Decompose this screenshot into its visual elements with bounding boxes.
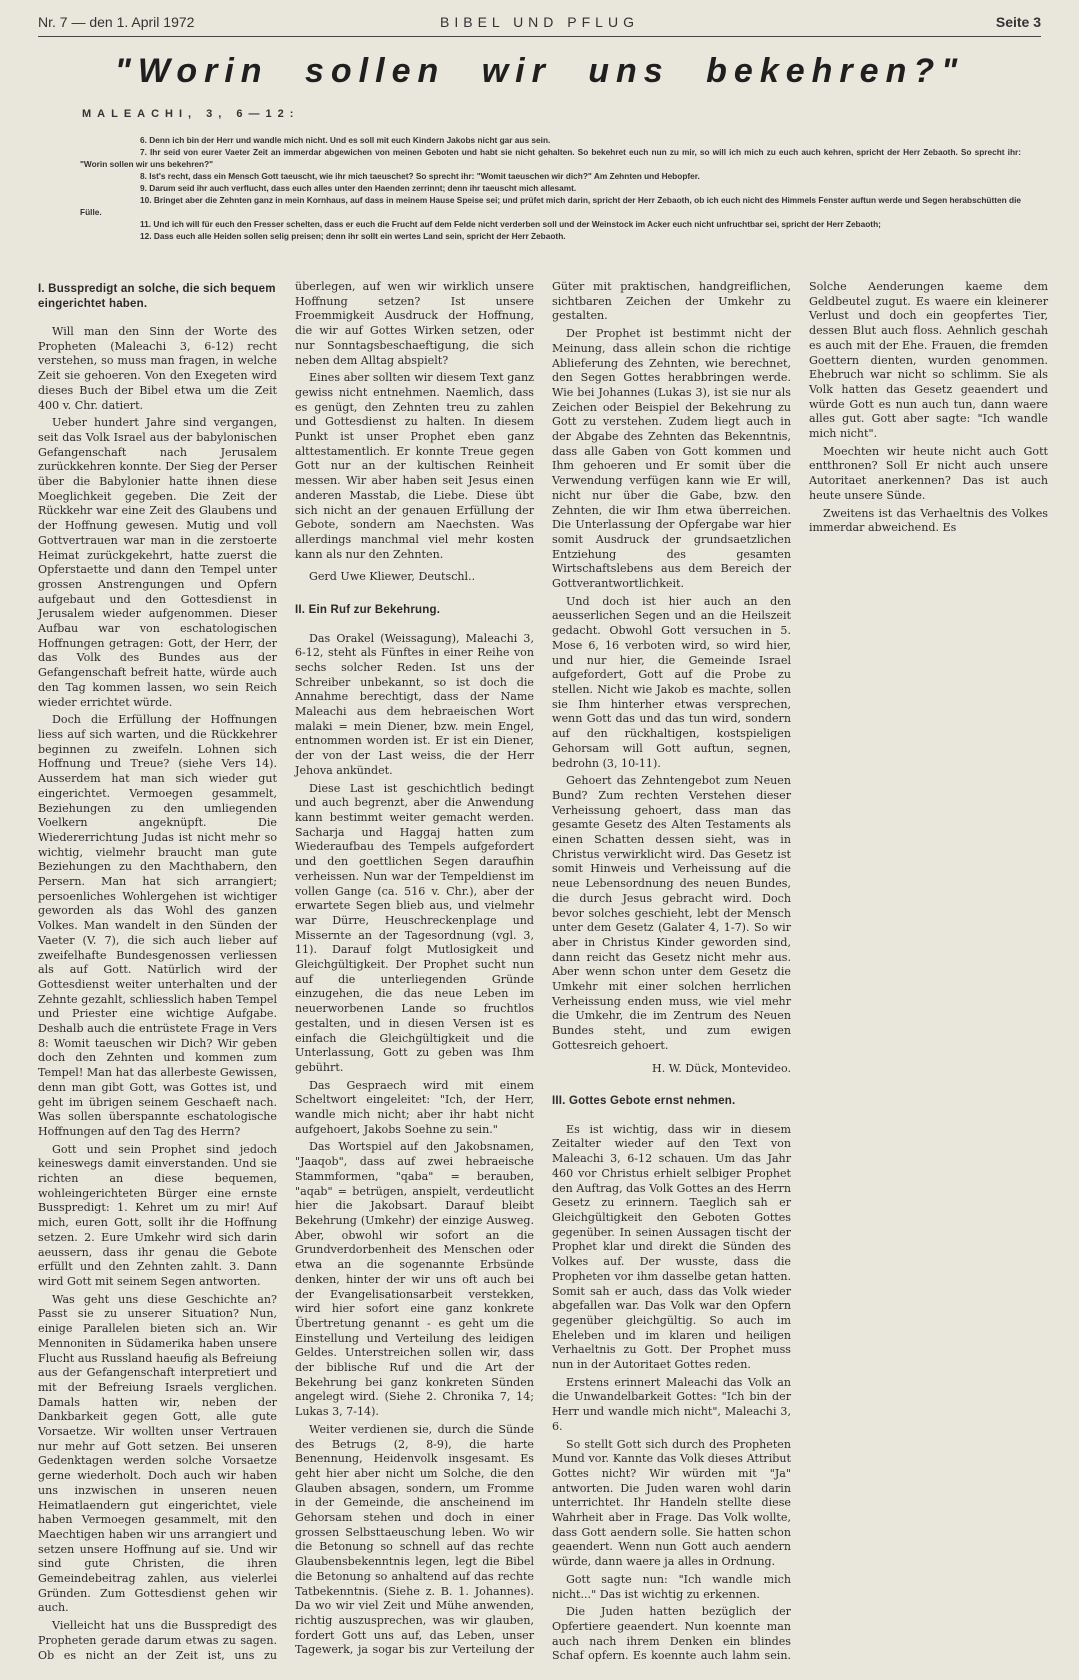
paragraph: Und doch ist hier auch an den aeusserlichen Segen und an die Heilszeit gedacht. Obwohl Gott versuchen in 5. Mose 6, 16 verboten wird, so wird hier, und nur hier, die Gemeinde Israel aufgefordert, Gott auf die Probe zu stellen. Nicht wie Jakob es machte, sollen sie Ihm hinterher etwas versprechen, wenn Gott das und das tun wird, sondern auf den rückhaltigen, kostspieligen Gehorsam will Gott auftun, segnen, bedrohn (3, 10-11). (552, 594, 791, 770)
paragraph: Vielleicht hat uns die Busspredigt des Propheten gerade darum etwas zu sagen. Ob es nicht an der Zeit ist, uns zu überlegen, auf wen wir wirklich unsere Hoffnung setzen? Ist unsere Froemmigkeit Ausdruck der Hoffnung, die wir auf Gottes Wirken setzen, oder nur Sonntagsbeschaeftigung, die sich neben dem Alltag abspielt? (38, 280, 534, 1662)
author-signature: H. W. Dück, Montevideo. (652, 1061, 791, 1075)
scripture-reference: MALEACHI, 3, 6—12: (82, 108, 300, 120)
paragraph: Weiter verdienen sie, durch die Sünde des Betrugs (2, 8-9), die harte Benennung, Heidenvolk insgesamt. Es geht hier aber nicht um Solche, die den Glauben absagen, sondern, um Fromme in der Gemeinde, die anscheinend im Gehorsam stehen und doch in einer grossen Selbsttaeuschung leben. Wo wir die Betonung so schnell auf das rechte Glaubensbekenntnis legen, legt die Bibel die Betonung so anhaltend auf das rechte Tatbekenntnis. (Siehe z. B. 1. Johannes). Da wo wir viel Zeit und Mühe anwenden, richtig auszusprechen, was wir glauben, fordert Gott uns auf, das Leben, unser Tagewerk, ja sogar bis zur Verteilung der Güter mit praktischen, handgreiflichen, sichtbaren Zeichen der Umkehr zu gestalten. (295, 280, 791, 1657)
paragraph: Moechten wir heute nicht auch Gott entthronen? Soll Er nicht auch unsere Autoritaet anerkennen? Das ist auch heute unsere Sünde. (809, 444, 1048, 502)
paragraph: Eines aber sollten wir diesem Text ganz gewiss nicht entnehmen. Naemlich, dass es genügt, den Zehnten treu zu zahlen und Gottesdienst zu halten. In diesem Punkt ist unser Prophet eben ganz alttestamentlich. Er konnte Treue gegen Gott nur an der kultischen Reinheit messen. Wir aber haben seit Jesus einen anderen Masstab, die Liebe. Diese übt sich nicht an der genauen Erfüllung der Gebote, sondern am Naechsten. Was allerdings manchmal viel mehr kosten kann als nur den Zehnten. (295, 371, 534, 561)
paragraph: Erstens erinnert Maleachi das Volk an die Unwandelbarkeit Gottes: "Ich bin der Herr und wandle mich nicht", Maleachi 3, 6. (552, 1375, 791, 1433)
paragraph: Das Gespraech wird mit einem Scheltwort eingeleitet: "Ich, der Herr, wandle mich nicht; aber ihr habt nicht aufgehoert, Jakobs Soehne zu sein." (295, 1078, 534, 1136)
publication-name: BIBEL UND PFLUG (440, 14, 639, 30)
verse: 6. Denn ich bin der Herr und wandle mich nicht. Und es soll mit euch Kindern Jakobs nicht gar aus sein. (140, 135, 551, 145)
article-heading: I. Busspredigt an solche, die sich bequem eingerichtet haben. (38, 283, 276, 310)
paragraph: Gehoert das Zehntengebot zum Neuen Bund? Zum rechten Verstehen dieser Verheissung gehoert, dass man das gesamte Gesetz des Alten Testaments als einen Schatten dessen sieht, was in Christus verwirklicht wird. Das Gesetz ist somit Hinweis und Verheissung auf die neue Lebensordnung des neuen Bundes, die durch Jesus gebracht wird. Doch bevor solches geschieht, lebt der Mensch unter dem Gesetz (Galater 4, 1-7). So wir aber in Christus Kinder geworden sind, dann reicht das Gesetz nicht mehr aus. Aber wenn schon unter dem Gesetz die Umkehr mit einer solchen herrlichen Verheissung enden muss, wie viel mehr die Umkehr, die im Zentrum des Neuen Bundes steht, und zum ewigen Gottesreich gehoert. (552, 774, 791, 1052)
article-columns (38, 280, 1048, 1672)
verse: 8. Ist's recht, dass ein Mensch Gott taeuscht, wie ihr mich taeuschet? So sprecht ihr: "Womit taeuschen wir dich?" Am Zehnten und Hebopfer. (140, 171, 700, 181)
article-heading: III. Gottes Gebote ernst nehmen. (552, 1095, 736, 1108)
paragraph: Diese Last ist geschichtlich bedingt und auch begrenzt, aber die Anwendung kann bestimmt weiter gemacht werden. Sacharja und Haggaj hatten zum Wiederaufbau des Tempels aufgefordert und den goettlichen Segen daraufhin verheissen. Nun war der Tempeldienst im vollen Gange (ca. 516 v. Chr.), aber der erwartete Segen blieb aus, und vielmehr war Dürre, Heuschreckenplage und Missernte an der Tagesordnung (vgl. 3, 11). Darauf folgt Mutlosigkeit und Gleichgültigkeit. Der Prophet sucht nun auf die unterliegenden Gründe einzugehen, die das neue Leben im neuerworbenen Lande so fruchtlos gestalten, und in diesen Versen ist es einfach die Gleichgültigkeit und die Unterlassung, Gott zu geben was Ihm gebührt. (295, 781, 534, 1074)
paragraph: Will man den Sinn der Worte des Propheten (Maleachi 3, 6-12) recht verstehen, so muss man fragen, in welche Zeit sie gehoeren. Von den Exegeten wird dieses Buch der Bibel etwa um die Zeit 400 v. Chr. datiert. (38, 325, 277, 412)
verse: 9. Darum seid ihr auch verflucht, dass euch alles unter den Haenden zerrinnt; denn ihr taeuscht mich allesamt. (140, 183, 577, 193)
paragraph: Gott und sein Prophet sind jedoch keineswegs damit einverstanden. Und sie richten an diese bequemen, wohleingerichteten Bürger eine ernste Busspredigt: 1. Kehret um zu mir! Auf mich, euren Gott, sollt ihr die Hoffnung setzen. 2. Eure Umkehr wird sich darin aeussern, dass ihr genau die Gebote erfüllt und den Zehnten zahlt. 3. Dann wird Gott mit seinem Segen antworten. (38, 1142, 277, 1288)
paragraph: So stellt Gott sich durch des Propheten Mund vor. Kannte das Volk dieses Attribut Gottes nicht? Wir würden mit "Ja" antworten. Die Juden waren wohl darin unterrichtet. Ihr Handeln stellte diese Wahrheit aber in Frage. Das Volk wollte, dass Gott aendern solle. Sie hatten schon geaendert. Wenn nun Gott auch aendern würde, dann waere ja alles in Ordnung. (552, 1437, 791, 1569)
page-header (38, 14, 1041, 37)
page-title: "Worin sollen wir uns bekehren?" (114, 52, 965, 90)
author-signature: Gerd Uwe Kliewer, Deutschl.. (309, 570, 476, 584)
verse: 10. Bringet aber die Zehnten ganz in mein Kornhaus, auf dass in meinem Hause Speise sei; und prüfet mich darin, spricht der Herr Zebaoth, ob ich euch nicht des Himmels Fenster auftun werde und Segen herabschütten die Fülle. (80, 195, 1021, 217)
verse: 11. Und ich will für euch den Fresser schelten, dass er euch die Frucht auf dem Felde nicht verderben soll und der Weinstock im Acker euch nicht unfruchtbar sei, spricht der Herr Zebaoth; (140, 219, 881, 229)
article-heading: II. Ein Ruf zur Bekehrung. (295, 604, 441, 617)
issue-date: Nr. 7 — den 1. April 1972 (38, 14, 195, 30)
paragraph: Das Wortspiel auf den Jakobsnamen, "Jaaqob", dass auf zwei hebraeische Stammformen, "qaba" = berauben, "aqab" = betrügen, anspielt, verdeutlicht hier die Jakobsart. Darauf bleibt Bekehrung (Umkehr) der einzige Ausweg. Aber, obwohl wir sofort an die Grundverdorbenheit des Menschen oder etwa an die sogenannte Erbsünde denken, hinter der wir uns oft auch bei der Evangelisationsarbeit verstekken, wird hier sofort eine ganz konkrete Übertretung genannt - es geht um die Einstellung und Verteilung des leidigen Geldes. Unterstreichen sollen wir, dass der biblische Ruf und die Art der Bekehrung bei ganz konkreten Sünden angelegt wird. (Siehe 2. Chronika 7, 14; Lukas 3, 7-14). (295, 1140, 534, 1419)
scripture-verses (80, 134, 1021, 242)
paragraph: Was geht uns diese Geschichte an? Passt sie zu unserer Situation? Nun, einige Parallelen bieten sich an. Wir Mennoniten in Südamerika haben unsere Flucht aus Russland haeufig als Befreiung aus der Gefangenschaft interpretiert und mit der Befreiung Israels verglichen. Damals hatten wir, neben der Dankbarkeit gegen Gott, alle gute Vorsaetze. Wir wollten unser Vertrauen nur mehr auf Gott setzen. Bei unseren Gedenktagen werden solche Vorsaetze gerne wiederholt. Doch auch wir haben uns inzwischen in unseren neuen Heimatlaendern gut eingerichtet, viele haben Vermoegen gesammelt, mit den Maechtigen haben wir uns arrangiert und setzen unsere Hoffnung auf sie. Und wir sind gute Christen, die ihren Gemeindebeitrag zahlen, aus vielerlei Gründen. Zum Gottesdienst gehen wir auch. (38, 1292, 277, 1615)
paragraph: Das Orakel (Weissagung), Maleachi 3, 6-12, steht als Fünftes in einer Reihe von sechs solcher Reden. Ist uns der Schreiber unbekannt, so ist doch die Annahme berechtigt, dass der Name Maleachi aus dem hebraeischen Wort malaki = mein Diener, bzw. mein Engel, entnommen worden ist. Er ist ein Diener, der von der Last weiss, die der Herr Jehova ankündet. (295, 631, 534, 777)
paragraph: Gott sagte nun: "Ich wandle mich nicht..." Das ist wichtig zu erkennen. (552, 1572, 791, 1601)
paragraph: Die Juden hatten bezüglich der Opfertiere geaendert. Nun koennte man auch nach ihrem Denken ein blindes Schaf opfern. Es koennte auch lahm sein. Solche Aenderungen kaeme dem Geldbeutel zugut. Es waere ein kleinerer Verlust und doch ein geopfertes Tier, dessen Blut auch floss. Aehnlich geschah es auch mit der Ehe. Frauen, die fremden Goettern dienten, wurden genommen. Ehebruch war nicht so schlimm. Sie als Volk hatten das Gesetz geaendert und würde Gott es nun auch tun, dann waere alles gut. Gott aber sagte: "Ich wandle mich nicht". (552, 280, 1048, 1663)
paragraph: Es ist wichtig, dass wir in diesem Zeitalter wieder auf den Text von Maleachi 3, 6-12 schauen. Um das Jahr 460 vor Christus erhielt selbiger Prophet den Auftrag, das Volk Gottes an des Herrn Gesetz zu erinnern. Taeglich sah er Gleichgültigkeit den Geboten Gottes gegenüber. In seinen Aussagen tischt der Prophet klar und direkt die Sünden des Volkes auf. Der wusste, dass die Propheten vor ihm dasselbe getan hatten. Somit sah er auch, dass das Volk wieder abgefallen war. Das Volk war den Opfern gegenüber gleichgültig. So auch im Eheleben und im klaren und heiligen Verhaeltnis zu Gott. Der Prophet muss nun in der Autoritaet Gottes reden. (552, 1122, 791, 1372)
paragraph: Doch die Erfüllung der Hoffnungen liess auf sich warten, und die Rückkehrer beginnen zu zweifeln. Lohnen sich Hoffnung und Treue? (siehe Vers 14). Ausserdem hat man sich wieder gut eingerichtet. Vermoegen gesammelt, Beziehungen zu den umliegenden Voelkern angeknüpft. Die Wiedererrichtung Judas ist nicht mehr so wichtig, vielmehr braucht man gute Beziehungen zu den Machthabern, den Persern. Man hat sich arrangiert; persoenliches Wohlergehen ist wichtiger geworden als das Wohl des ganzen Volkes. Man wandelt in den Sünden der Vaeter (V. 7), die sich auch lieber auf zweifelhafte Bundesgenossen verliessen als auf Gott. Natürlich wird der Gottesdienst weiter unterhalten und der Zehnte gezahlt, schliesslich haben Tempel und Priester eine wichtige Aufgabe. Deshalb auch die entrüstete Frage in Vers 8: Womit taeuschen wir Dich? Wir geben doch den Zehnten und kommen zum Tempel! Man hat das allerbeste Gewissen, denn man gibt Gott, was Gottes ist, und geht im übrigen seinem Geschaeft nach. Was sollen überspannte eschatologische Hoffnungen auf den Tag des Herrn? (38, 713, 277, 1138)
paragraph: Der Prophet ist bestimmt nicht der Meinung, dass allein schon die richtige Ablieferung des Zehnten, wie berechnet, den Segen Gottes herabbringen werde. Wie bei Johannes (Lukas 3), ist sie nur als Zeichen oder Beispiel der Bekehrung zu Gott zu verstehen. Zudem liegt auch in der Abgabe des Zehnten das Bekenntnis, dass alle Gaben von Gott kommen und Ihm gehoeren und Er somit über die Verwendung verfügen kann wie Er will, nicht nur über die Gabe, bzw. den Zehnten, die wir Ihm etwa überreichen. Die Unterlassung der Opfergabe war hier somit Ausdruck der grundsaetzlichen Entziehung des gesamten Wirtschaftslebens aus dem Bereich der Gottverantwortlichkeit. (552, 327, 791, 591)
verse: 7. Ihr seid von eurer Vaeter Zeit an immerdar abgewichen von meinen Geboten und habt sie nicht gehalten. So bekehret euch nun zu mir, so will ich mich zu euch auch kehren, spricht der Herr Zebaoth. So sprecht ihr: "Worin sollen wir uns bekehren?" (80, 147, 1021, 169)
page-number: Seite 3 (995, 14, 1041, 30)
paragraph: Zweitens ist das Verhaeltnis des Volkes immerdar abweichend. Es (809, 506, 1048, 535)
verse: 12. Dass euch alle Heiden sollen selig preisen; denn ihr sollt ein wertes Land sein, spricht der Herr Zebaoth. (140, 231, 566, 241)
paragraph: Ueber hundert Jahre sind vergangen, seit das Volk Israel aus der babylonischen Gefangenschaft nach Jerusalem zurückkehren konnte. Der Sieg der Perser über die Babylonier hatte ihnen diese Moeglichkeit gegeben. Die Zeit der Rückkehr war eine Zeit des Glaubens und der Hoffnung gewesen. Mutig und voll Gottvertrauen war man in die zerstoerte Heimat zurückgekehrt, hatte zuerst die Opferstaette und dann den Tempel unter grossen Anstrengungen und Opfern aufgebaut und den Gottesdienst in Jerusalem wieder aufgenommen. Dieser Aufbau war von eschatologischen Hoffnungen getragen: Gott, der Herr, der das Volk des Bundes aus der Gefangenschaft befreit hatte, würde auch den Tag kommen lassen, wo sein Reich wieder errichtet würde. (38, 416, 277, 709)
